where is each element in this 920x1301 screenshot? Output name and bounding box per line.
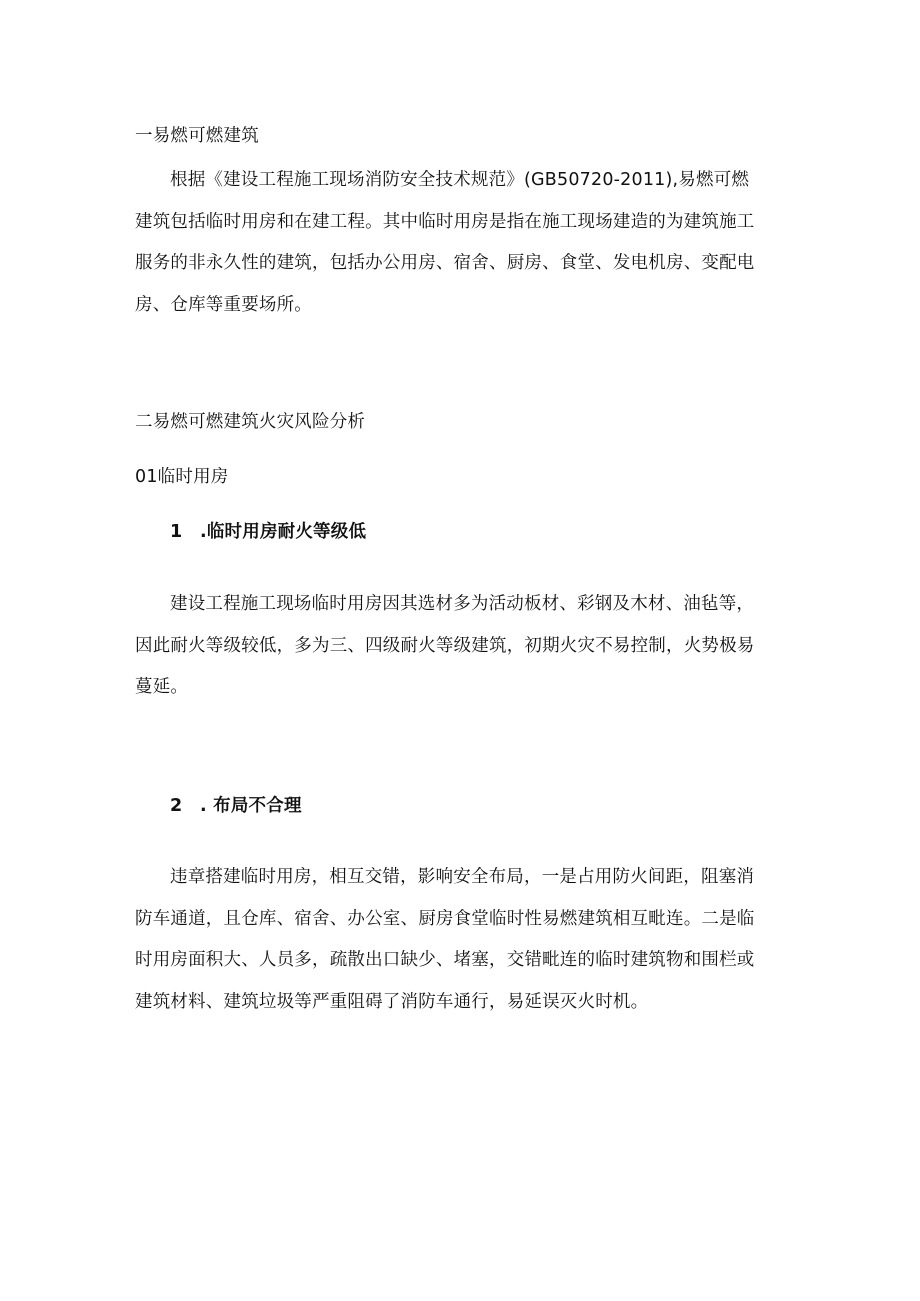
item-2-number: 2 (170, 796, 183, 816)
paragraph-line: 蔓延。 (135, 677, 189, 697)
paragraph-line: 建设工程施工现场临时用房因其选材多为活动板材、彩钢及木材、油毡等， (170, 594, 755, 614)
paragraph-line: 时用房面积大、人员多，疏散出口缺少、堵塞，交错毗连的临时建筑物和围栏或 (135, 950, 755, 970)
subheading-text: 01临时用房 (135, 467, 229, 487)
section-2-heading: 二易燃可燃建筑火灾风险分析 (135, 412, 366, 432)
item-2-heading (170, 795, 770, 817)
item-1-title: .临时用房耐火等级低 (200, 522, 367, 542)
item-2-paragraph (135, 857, 785, 1023)
paragraph-line: 因此耐火等级较低，多为三、四级耐火等级建筑，初期火灾不易控制，火势极易 (135, 635, 755, 656)
paragraph-line: 根据《建设工程施工现场消防安全技术规范》(GB50720-2011),易燃可燃 (170, 170, 750, 190)
paragraph-line: 违章搭建临时用房，相互交错，影响安全布局，一是占用防火间距，阻塞消 (170, 867, 755, 887)
item-2-title: . 布局不合理 (200, 796, 302, 816)
paragraph-line: 房、仓库等重要场所。 (135, 294, 312, 315)
paragraph-line: 建筑包括临时用房和在建工程。其中临时用房是指在施工现场建造的为建筑施工 (135, 211, 755, 232)
item-1-number: 1 (170, 522, 183, 542)
section-2-subheading (135, 466, 785, 488)
paragraph-line: 建筑材料、建筑垃圾等严重阻碍了消防车通行，易延误灭火时机。 (135, 991, 649, 1012)
section-1-paragraph (135, 160, 785, 326)
paragraph-line: 服务的非永久性的建筑，包括办公用房、宿舍、厨房、食堂、发电机房、变配电 (135, 253, 755, 273)
section-1-heading: 一易燃可燃建筑 (135, 126, 259, 146)
item-1-heading (170, 521, 770, 543)
item-1-paragraph (135, 584, 785, 709)
paragraph-line: 防车通道，且仓库、宿舍、办公室、厨房食堂临时性易燃建筑相互毗连。二是临 (135, 908, 755, 929)
